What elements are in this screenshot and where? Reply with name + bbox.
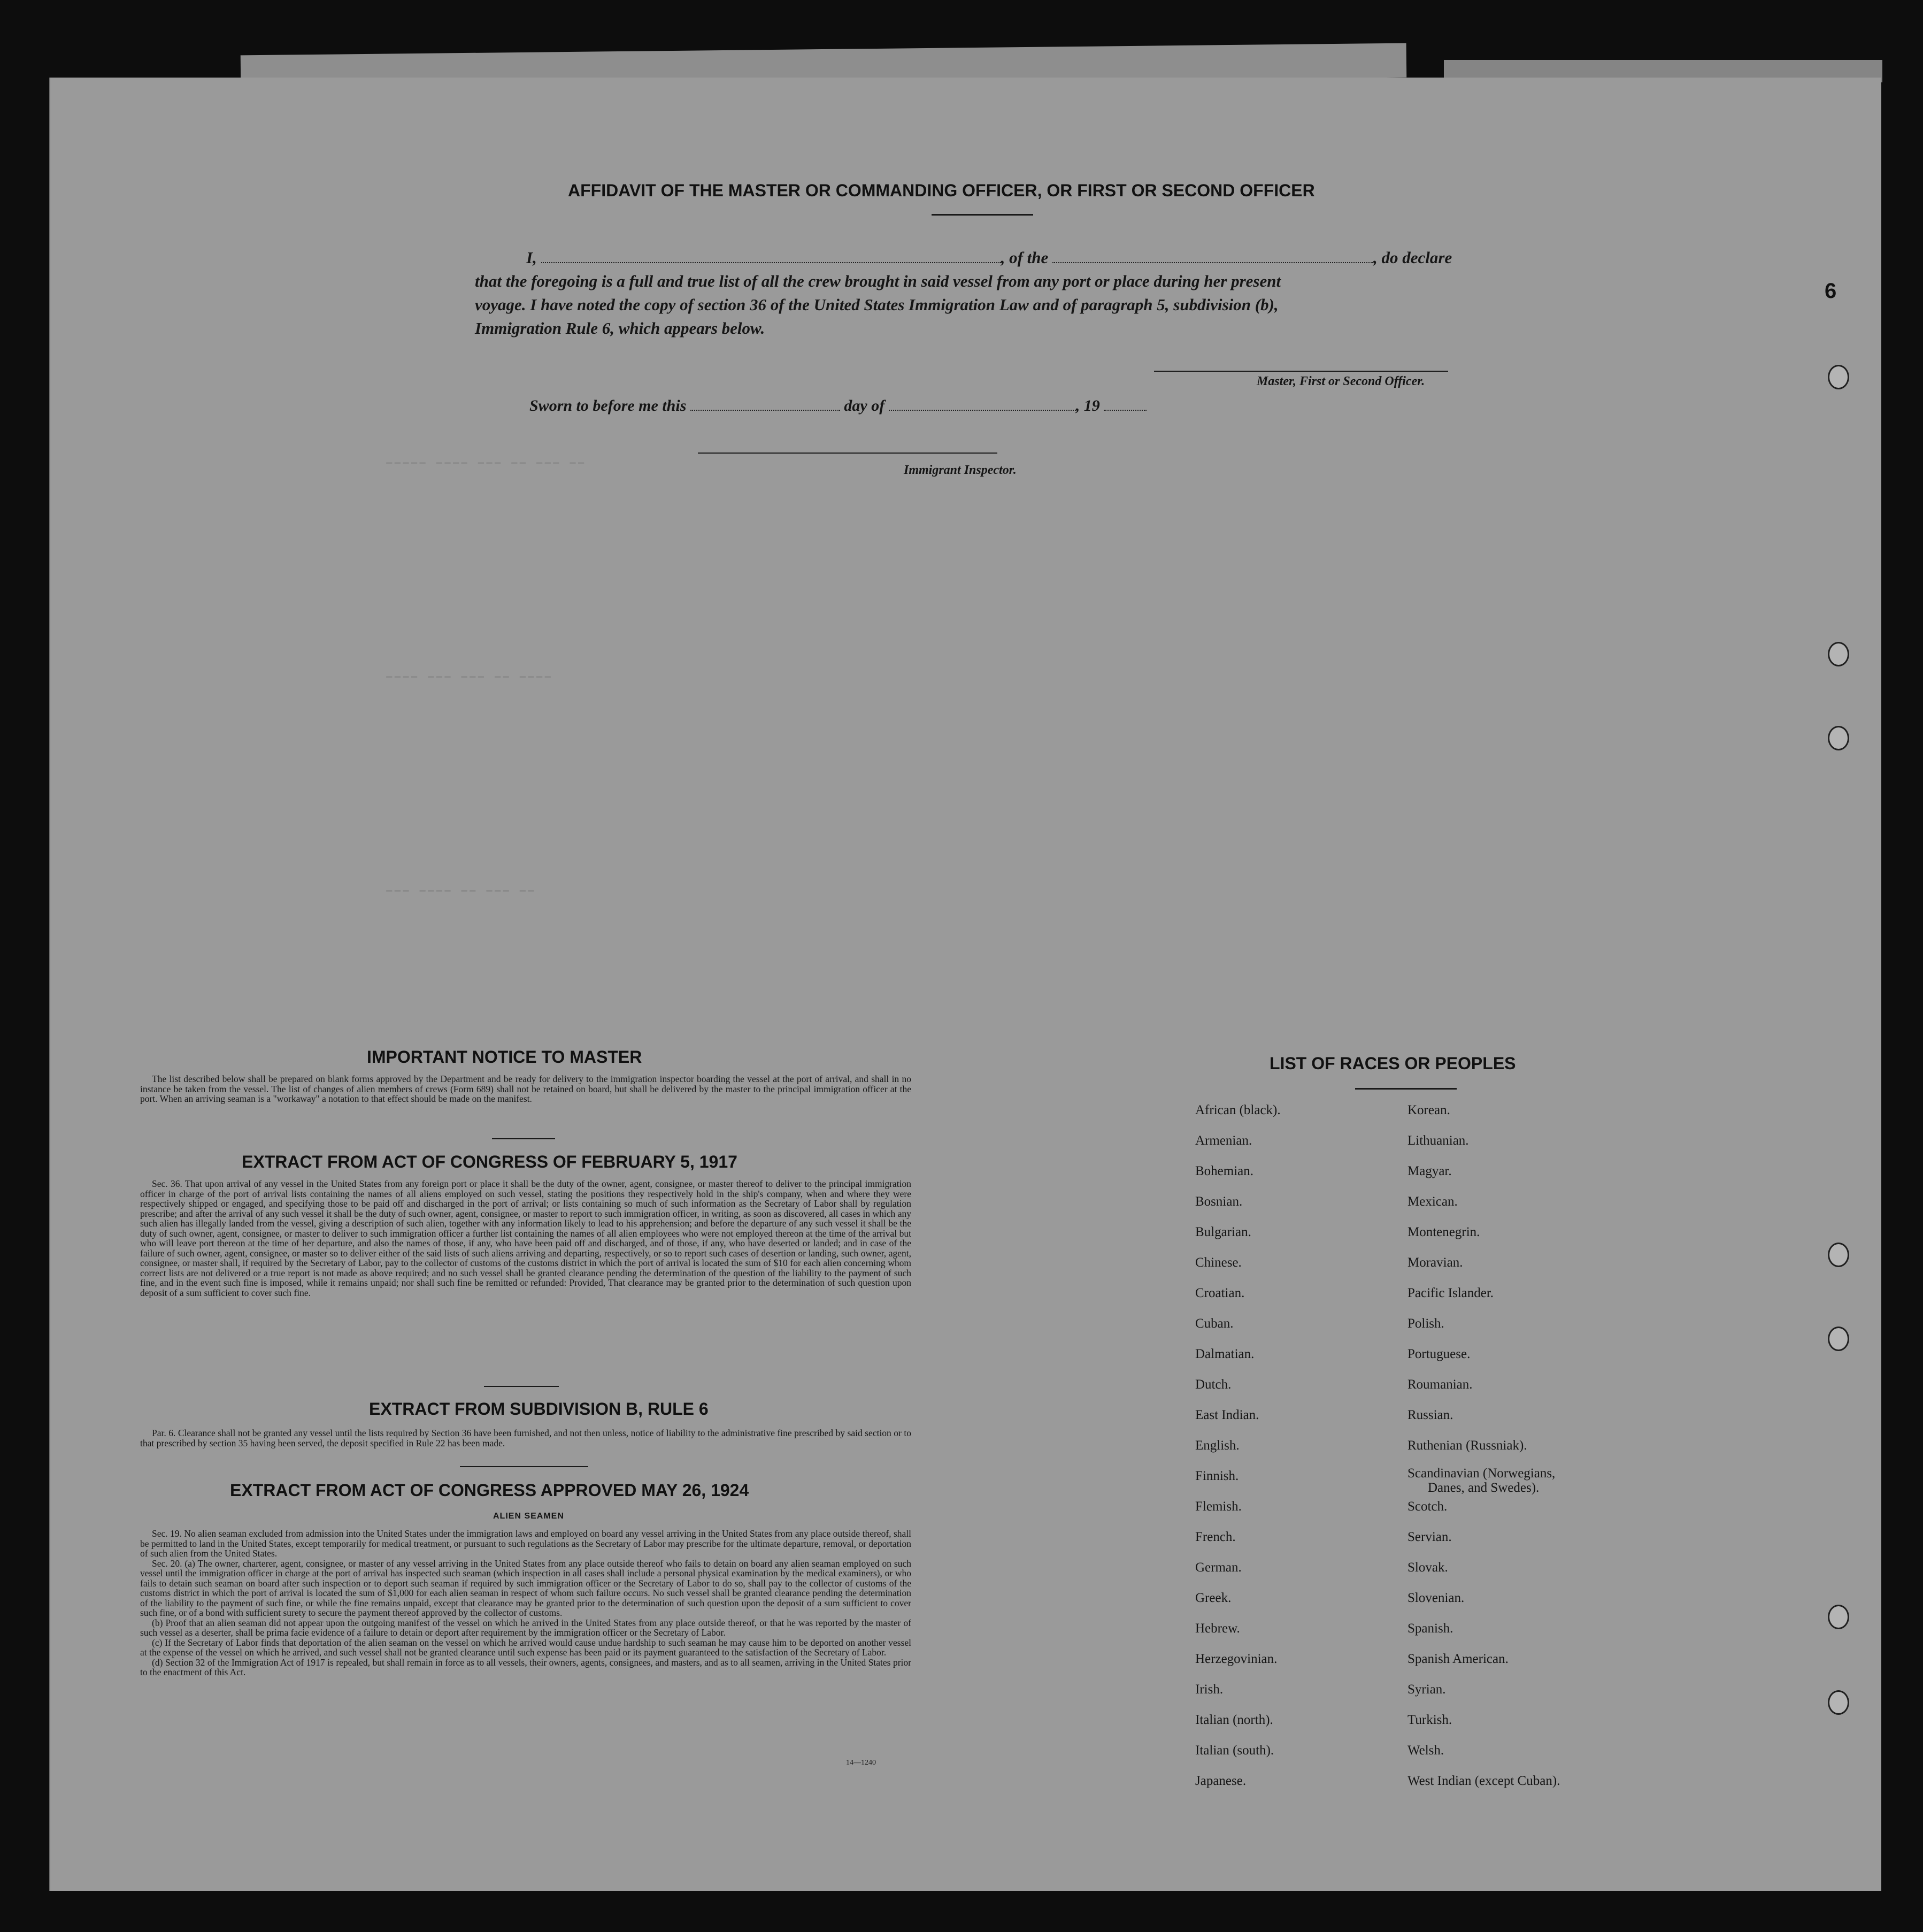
rule6-body: Par. 6. Clearance shall not be granted any vessel until the lists required by Section 36 have been furnished, and not then unless, notice of liability to the administrative fine prescribed by said section or to that prescribed by section 35 having been served, the deposit specified in Rule 22 has been made.: [140, 1428, 911, 1448]
races-title-rule: [1355, 1088, 1457, 1090]
binder-hole: [1828, 1690, 1849, 1715]
race-item: Flemish.: [1195, 1499, 1242, 1514]
rule6-title: EXTRACT FROM SUBDIVISION B, RULE 6: [369, 1399, 709, 1419]
race-item: Armenian.: [1195, 1133, 1252, 1148]
race-item: Greek.: [1195, 1591, 1232, 1605]
binder-hole: [1828, 726, 1849, 750]
race-item: Slovak.: [1407, 1560, 1448, 1575]
race-item: Roumanian.: [1407, 1377, 1473, 1392]
binder-hole: [1828, 365, 1849, 389]
extract-1924-subtitle: ALIEN SEAMEN: [493, 1512, 564, 1521]
form-number: 14—1240: [846, 1759, 876, 1767]
signature-label: Master, First or Second Officer.: [1257, 374, 1425, 388]
race-item: Magyar.: [1407, 1164, 1452, 1178]
notice-title: IMPORTANT NOTICE TO MASTER: [367, 1047, 642, 1067]
race-item: Bulgarian.: [1195, 1225, 1251, 1239]
race-item: English.: [1195, 1438, 1240, 1453]
inspector-signature-line[interactable]: [698, 453, 997, 454]
race-item: Servian.: [1407, 1530, 1452, 1544]
rule6-rule: [460, 1466, 588, 1467]
binder-hole: [1828, 1243, 1849, 1267]
race-item: Portuguese.: [1407, 1347, 1471, 1361]
race-item: Russian.: [1407, 1408, 1453, 1422]
race-item: Herzegovinian.: [1195, 1652, 1278, 1666]
affidavit-title: AFFIDAVIT OF THE MASTER OR COMMANDING OFFICER, OR FIRST OR SECOND OFFICER: [568, 181, 1315, 200]
sworn-year-field[interactable]: [1104, 397, 1147, 411]
notice-rule: [492, 1138, 555, 1139]
sworn-day-field[interactable]: [690, 397, 840, 411]
race-item: Turkish.: [1407, 1713, 1452, 1727]
sworn-line: Sworn to before me this day of , 19: [529, 397, 1147, 415]
affidavit-line-2: that the foregoing is a full and true list of all the crew brought in said vessel from any port or place during her present: [475, 272, 1281, 290]
race-item: Dutch.: [1195, 1377, 1232, 1392]
race-item: African (black).: [1195, 1103, 1281, 1117]
race-item: Chinese.: [1195, 1255, 1242, 1270]
extract-1917-rule: [484, 1386, 559, 1387]
race-item: East Indian.: [1195, 1408, 1259, 1422]
race-item: Dalmatian.: [1195, 1347, 1255, 1361]
extract-1924-body: Sec. 19. No alien seaman excluded from admission into the United States under the immigration laws and employed on board any vessel arriving in the United States from any place outside thereof, shall be permitted to land in the United States, except temporarily for medical treatment, or pursuant to such regulations as the Secretary of Labor may prescribe for the ultimate departure, removal, or deportation of such alien from the United States. Sec. 20. (a) The owner, charterer, agent, consignee, or master of any vessel arriving in the United States from any place outside thereof who fails to detain on board any alien seaman employed on such vessel until the immigration officer in charge at the port of arrival has inspected such seaman (which inspection in all cases shall include a personal physical examination by the medical examiners), or who fails to detain such seaman on board after such inspection or to deport such seaman if required by such immigration officer or the Secretary of Labor to do so, shall pay to the collector of customs of the customs district in which the port of arrival is located the sum of $1,000 for each alien seaman in respect of whom such failure occurs. No such vessel shall be granted clearance pending the determination of the liability to the payment of such fine, or while the fine remains unpaid, except that clearance may be granted prior to the determination of such question upon the deposit of a sum sufficient to cover such fine, or of a bond with sufficient surety to secure the payment thereof approved by the collector of customs. (b) Proof that an alien seaman did not appear upon the outgoing manifest of the vessel on which he arrived in the United States from any place outside thereof, or that he was reported by the master of such vessel as a deserter, shall be prima facie evidence of a failure to detain or deport after requirement by the immigration officer or the Secretary of Labor. (c) If the Secretary of Labor finds that deportation of the alien seaman on the vessel on which he arrived would cause undue hardship to such seaman he may cause him to be deported on another vessel at the expense of the vessel on which he arrived, and such vessel shall not be granted clearance until such expense has been paid or its payment guaranteed to the satisfaction of the Secretary of Labor. (d) Section 32 of the Immigration Act of 1917 is repealed, but shall remain in force as to all vessels, their owners, agents, consignees, and masters, and as to all seamen, arriving in the United States prior to the enactment of this Act.: [140, 1528, 911, 1677]
race-item-continuation: Danes, and Swedes).: [1428, 1481, 1540, 1495]
binder-hole: [1828, 1327, 1849, 1351]
race-item: Cuban.: [1195, 1316, 1234, 1331]
extract-1917-body: Sec. 36. That upon arrival of any vessel in the United States from any foreign port or place it shall be the duty of the owner, agent, consignee, or master thereof to deliver to the principal immigration officer in charge of the port of arrival lists containing the names of all aliens employed on such vessel, stating the positions they respectively hold in the ship's company, when and where they were respectively shipped or engaged, and specifying those to be paid off and discharged in the port of arrival; or lists containing so much of such information as the Secretary of Labor shall by regulation prescribe; and after the arrival of any such vessel it shall be the duty of such owner, agent, consignee, or master to report to such immigration officer, in writing, as soon as discovered, all cases in which any such alien has illegally landed from the vessel, giving a description of such alien, together with any information likely to lead to his apprehension; and before the departure of any such vessel it shall be the duty of such owner, agent, consignee, or master to deliver to such immigration officer a further list containing the names of all alien employees who were not employed thereon at the time of the arrival but who will leave port thereon at the time of her departure, and also the names of those, if any, who have been paid off and discharged, and of those, if any, who have deserted or landed; and in case of the failure of such owner, agent, consignee, or master so to deliver either of the said lists of such aliens arriving and departing, respectively, or so to report such cases of desertion or landing, such owner, agent, consignee, or master shall, if required by the Secretary of Labor, pay to the collector of customs of the customs district in which the port of arrival is located the sum of $10 for each alien concerning whom correct lists are not delivered or a true report is not made as above required; and no such vessel shall be granted clearance pending the determination of the question of the liability to the payment of such fine, and in the event such fine is imposed, while it remains unpaid; nor shall such fine be remitted or refunded: Provided, That clearance may be granted prior to the determination of such question upon deposit of a sum sufficient to cover such fine.: [140, 1178, 911, 1298]
signature-line[interactable]: [1154, 371, 1448, 372]
race-item: Mexican.: [1407, 1194, 1458, 1209]
binder-hole: [1828, 642, 1849, 666]
race-item: Welsh.: [1407, 1743, 1444, 1758]
affidavit-title-rule: [932, 214, 1033, 216]
sworn-month-field[interactable]: [889, 397, 1076, 411]
race-item: Spanish.: [1407, 1621, 1453, 1636]
extract-1924-title: EXTRACT FROM ACT OF CONGRESS APPROVED MAY 26, 1924: [230, 1481, 749, 1500]
race-item: Montenegrin.: [1407, 1225, 1480, 1239]
race-item: Bohemian.: [1195, 1164, 1254, 1178]
race-item: Finnish.: [1195, 1469, 1239, 1483]
race-item: Syrian.: [1407, 1682, 1446, 1697]
affidavit-line-3: voyage. I have noted the copy of section 36 of the United States Immigration Law and of paragraph 5, subdivision (b),: [475, 295, 1279, 314]
race-item: Lithuanian.: [1407, 1133, 1469, 1148]
binder-hole: [1828, 1605, 1849, 1629]
race-item: Slovenian.: [1407, 1591, 1465, 1605]
inspector-label: Immigrant Inspector.: [904, 463, 1017, 477]
notice-body: The list described below shall be prepared on blank forms approved by the Department and be ready for delivery to the immigration inspector boarding the vessel at the port of arrival, and shall in no instance be taken from the vessel. The list of changes of alien members of crews (Form 689) shall not be retained on board, but shall be delivered by the master to the principal immigration officer at the port. When an arriving seaman is a "workaway" a notation to that effect should be made on the manifest.: [140, 1074, 911, 1104]
race-item: German.: [1195, 1560, 1242, 1575]
race-item: Bosnian.: [1195, 1194, 1243, 1209]
race-item: Italian (north).: [1195, 1713, 1273, 1727]
affidavit-line-4: Immigration Rule 6, which appears below.: [475, 319, 765, 338]
master-name-field[interactable]: [541, 249, 1001, 263]
race-item: Hebrew.: [1195, 1621, 1240, 1636]
vessel-name-field[interactable]: [1052, 249, 1373, 263]
race-item: Polish.: [1407, 1316, 1444, 1331]
race-item: Ruthenian (Russniak).: [1407, 1438, 1527, 1453]
extract-1917-title: EXTRACT FROM ACT OF CONGRESS OF FEBRUARY 5, 1917: [242, 1152, 737, 1171]
page-mark: 6: [1825, 279, 1837, 303]
race-item: Croatian.: [1195, 1286, 1245, 1300]
race-item: Korean.: [1407, 1103, 1450, 1117]
race-item: French.: [1195, 1530, 1236, 1544]
race-item: Scandinavian (Norwegians,: [1407, 1466, 1556, 1481]
race-item: Scotch.: [1407, 1499, 1448, 1514]
race-item: Italian (south).: [1195, 1743, 1274, 1758]
affidavit-line-1: I, , of the , do declare: [526, 248, 1452, 267]
race-item: Pacific Islander.: [1407, 1286, 1494, 1300]
race-item: West Indian (except Cuban).: [1407, 1774, 1560, 1788]
race-item: Spanish American.: [1407, 1652, 1509, 1666]
races-title: LIST OF RACES OR PEOPLES: [1270, 1054, 1516, 1073]
affidavit-text: [475, 246, 1502, 340]
race-item: Japanese.: [1195, 1774, 1247, 1788]
race-item: Irish.: [1195, 1682, 1224, 1697]
race-item: Moravian.: [1407, 1255, 1463, 1270]
